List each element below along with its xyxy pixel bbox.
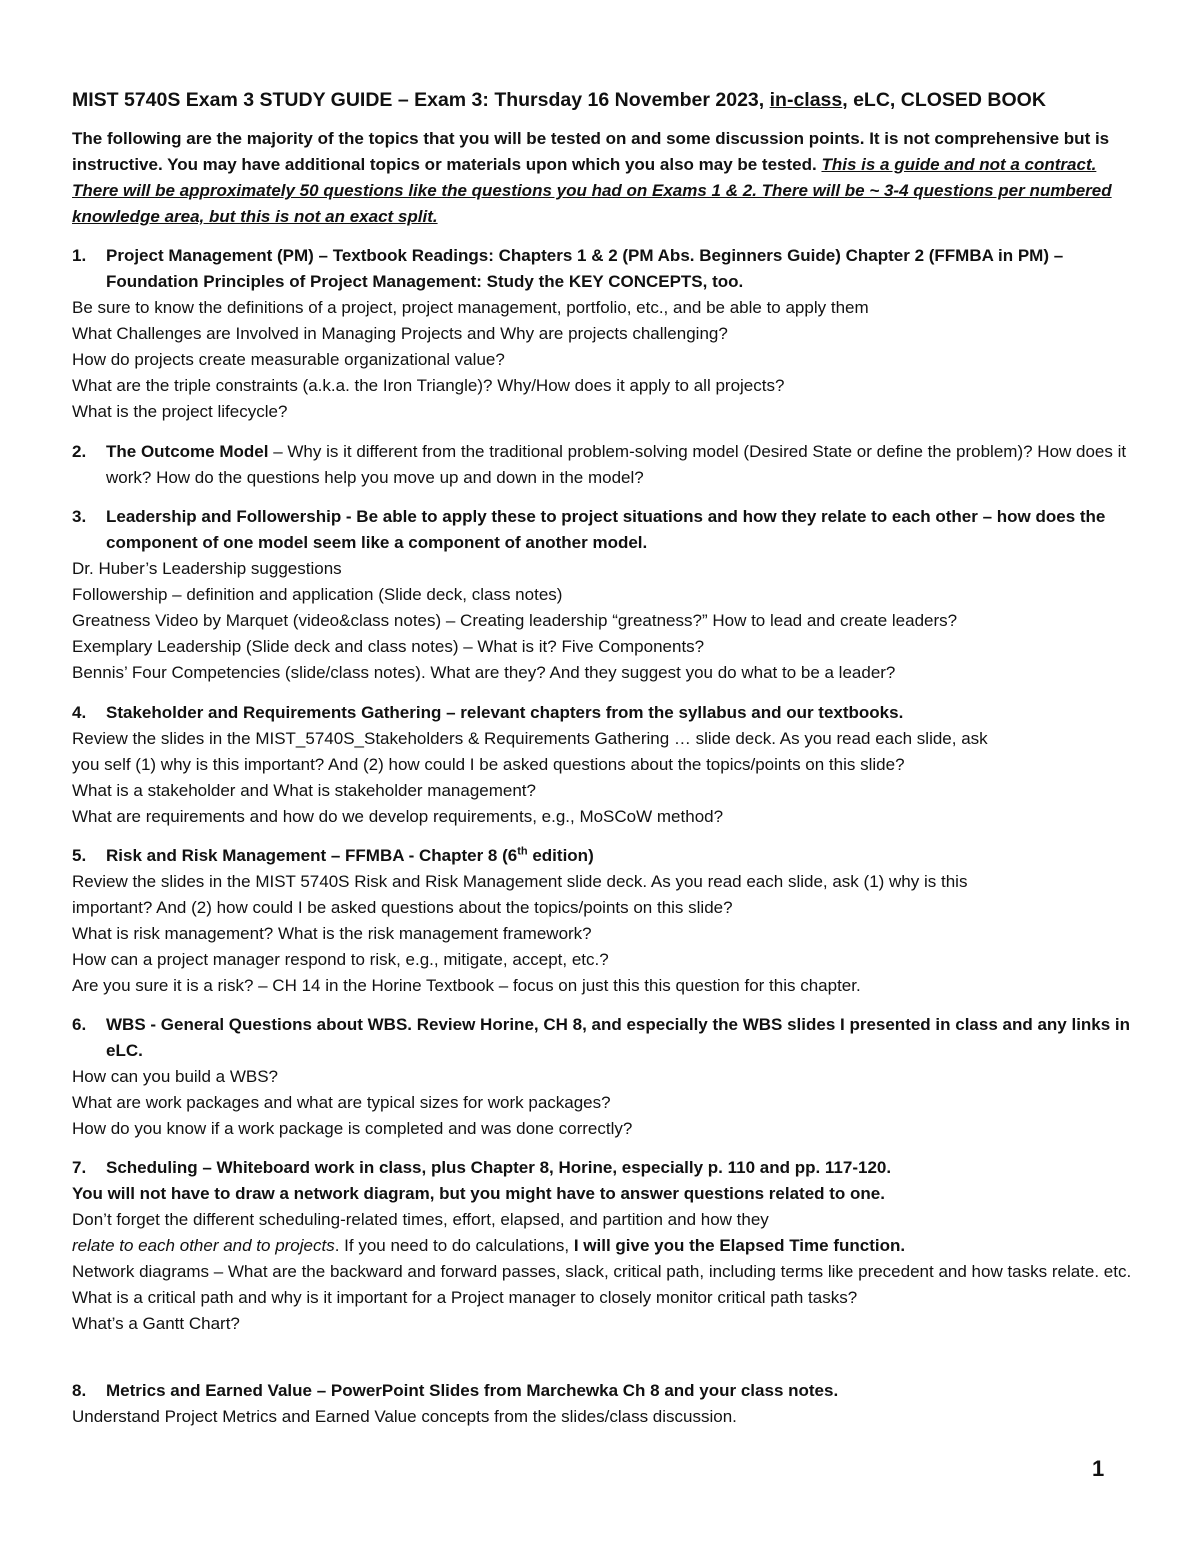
italic-text: relate to each other and to projects (72, 1236, 335, 1255)
title-suffix-text: , eLC, CLOSED BOOK (842, 89, 1046, 111)
section-heading-text (106, 843, 1132, 869)
section-heading-text: Stakeholder and Requirements Gathering – relevant chapters from the syllabus and our textbooks. (106, 703, 904, 722)
section-4 (72, 700, 1132, 830)
section-line: important? And (2) how could I be asked questions about the topics/points on this slide? (72, 898, 733, 917)
section-bold-line: You will not have to draw a network diagram, but you might have to answer questions related to one. (72, 1184, 885, 1203)
section-line: How do projects create measurable organizational value? (72, 350, 505, 369)
section-line: How do you know if a work package is completed and was done correctly? (72, 1119, 633, 1138)
section-line: Review the slides in the MIST_5740S_Stakeholders & Requirements Gathering … slide deck. As you read each slide, ask (72, 729, 988, 748)
section-line: What is a stakeholder and What is stakeholder management? (72, 781, 536, 800)
title-text: MIST 5740S Exam 3 STUDY GUIDE – Exam 3: Thursday 16 November 2023, (72, 89, 770, 111)
section-number: 6. (72, 1015, 87, 1034)
section-line: What is risk management? What is the risk management framework? (72, 924, 592, 943)
section-line: you self (1) why is this important? And (2) how could I be asked questions about the topics/points on this slide? (72, 755, 905, 774)
section-line: Be sure to know the definitions of a project, project management, portfolio, etc., and be able to apply them (72, 298, 869, 317)
section-line: Exemplary Leadership (Slide deck and class notes) – What is it? Five Components? (72, 637, 705, 656)
section-line: Network diagrams – What are the backward and forward passes, slack, critical path, including terms like precedent and how tasks relate. etc. (72, 1262, 1132, 1281)
section-heading (72, 504, 1132, 556)
section-line: Bennis’ Four Competencies (slide/class notes). What are they? And they suggest you do what to be a leader? (72, 663, 896, 682)
section-heading-text: Metrics and Earned Value – PowerPoint Slides from Marchewka Ch 8 and your class notes. (106, 1381, 839, 1400)
title-underlined-text: in-class (769, 89, 843, 111)
section-5 (72, 843, 1132, 999)
page-number: 1 (1092, 1456, 1105, 1481)
section-heading-text: Scheduling – Whiteboard work in class, plus Chapter 8, Horine, especially p. 110 and pp. 117-120. (106, 1158, 892, 1177)
section-heading (72, 1012, 1132, 1064)
section-heading (72, 700, 1132, 726)
section-6 (72, 1012, 1132, 1142)
section-heading-pre: Risk and Risk Management – FFMBA - Chapter 8 (6 (106, 846, 518, 865)
section-7 (72, 1155, 1132, 1337)
section-heading-bold: The Outcome Model (106, 442, 269, 461)
section-line: Greatness Video by Marquet (video&class notes) – Creating leadership “greatness?” How to lead and create leaders? (72, 611, 958, 630)
page-title (72, 86, 1132, 114)
section-heading-post: edition) (527, 846, 594, 865)
section-line: How can you build a WBS? (72, 1067, 278, 1086)
section-line: Review the slides in the MIST 5740S Risk and Risk Management slide deck. As you read each slide, ask (1) why is this (72, 872, 968, 891)
section-line: Are you sure it is a risk? – CH 14 in the Horine Textbook – focus on just this this question for this chapter. (72, 976, 861, 995)
section-line: How can a project manager respond to risk, e.g., mitigate, accept, etc.? (72, 950, 609, 969)
section-heading-text (106, 439, 1132, 491)
section-line (72, 1233, 1132, 1259)
section-line: Followership – definition and application (Slide deck, class notes) (72, 585, 563, 604)
section-heading-text: Leadership and Followership - Be able to apply these to project situations and how they relate to each other – how does the component of one model seem like a component of another model. (106, 507, 1106, 552)
section-heading (72, 1378, 1132, 1404)
section-3 (72, 504, 1132, 686)
section-number: 1. (72, 246, 87, 265)
section-line: What are requirements and how do we develop requirements, e.g., MoSCoW method? (72, 807, 724, 826)
section-heading (72, 843, 1132, 869)
section-heading-text: WBS - General Questions about WBS. Review Horine, CH 8, and especially the WBS slides I presented in class and any links in eLC. (106, 1015, 1131, 1060)
intro-paragraph (72, 126, 1132, 230)
section-1 (72, 243, 1132, 425)
bold-text: I will give you the Elapsed Time function. (573, 1236, 906, 1255)
section-number: 3. (72, 507, 87, 526)
section-line: Dr. Huber’s Leadership suggestions (72, 559, 342, 578)
section-2 (72, 439, 1132, 491)
section-line: What’s a Gantt Chart? (72, 1314, 240, 1333)
section-heading-text: Project Management (PM) – Textbook Readings: Chapters 1 & 2 (PM Abs. Beginners Guide) Chapter 2 (FFMBA in PM) – Foundation Principles of Project Management: Study the KEY CONCEPTS, too. (106, 246, 1064, 291)
section-line: Understand Project Metrics and Earned Value concepts from the slides/class discussion. (72, 1407, 737, 1426)
section-heading (72, 243, 1132, 295)
superscript: th (517, 845, 528, 858)
section-line: What is a critical path and why is it important for a Project manager to closely monitor critical path tasks? (72, 1288, 858, 1307)
plain-text: . If you need to do calculations, (334, 1236, 574, 1255)
section-number: 4. (72, 703, 87, 722)
section-number: 5. (72, 846, 87, 865)
section-line: What Challenges are Involved in Managing Projects and Why are projects challenging? (72, 324, 728, 343)
section-number: 8. (72, 1381, 87, 1400)
intro-text: The following are the majority of the topics that you will be tested on and some discussion points. It is not comprehensive but is instructive. You may have additional topics or materials upon which you also may be tested. (72, 129, 1110, 174)
section-number: 7. (72, 1158, 87, 1177)
section-heading (72, 1155, 1132, 1181)
section-heading-rest: – Why is it different from the traditional problem-solving model (Desired State or define the problem)? How does it work? How do the questions help you move up and down in the model? (106, 442, 1127, 487)
section-line: What are the triple constraints (a.k.a. the Iron Triangle)? Why/How does it apply to all projects? (72, 376, 785, 395)
section-line: What is the project lifecycle? (72, 402, 288, 421)
section-heading (72, 439, 1132, 491)
intro-emphasis: This is a guide and not a contract. There will be approximately 50 questions like the questions you had on Exams 1 & 2. There will be ~ 3-4 questions per numbered knowledge area, but this is not an exact split. (72, 155, 1112, 226)
section-line: What are work packages and what are typical sizes for work packages? (72, 1093, 611, 1112)
section-line: Don’t forget the different scheduling-related times, effort, elapsed, and partition and how they (72, 1210, 769, 1229)
section-number: 2. (72, 442, 87, 461)
section-8 (72, 1378, 1132, 1430)
